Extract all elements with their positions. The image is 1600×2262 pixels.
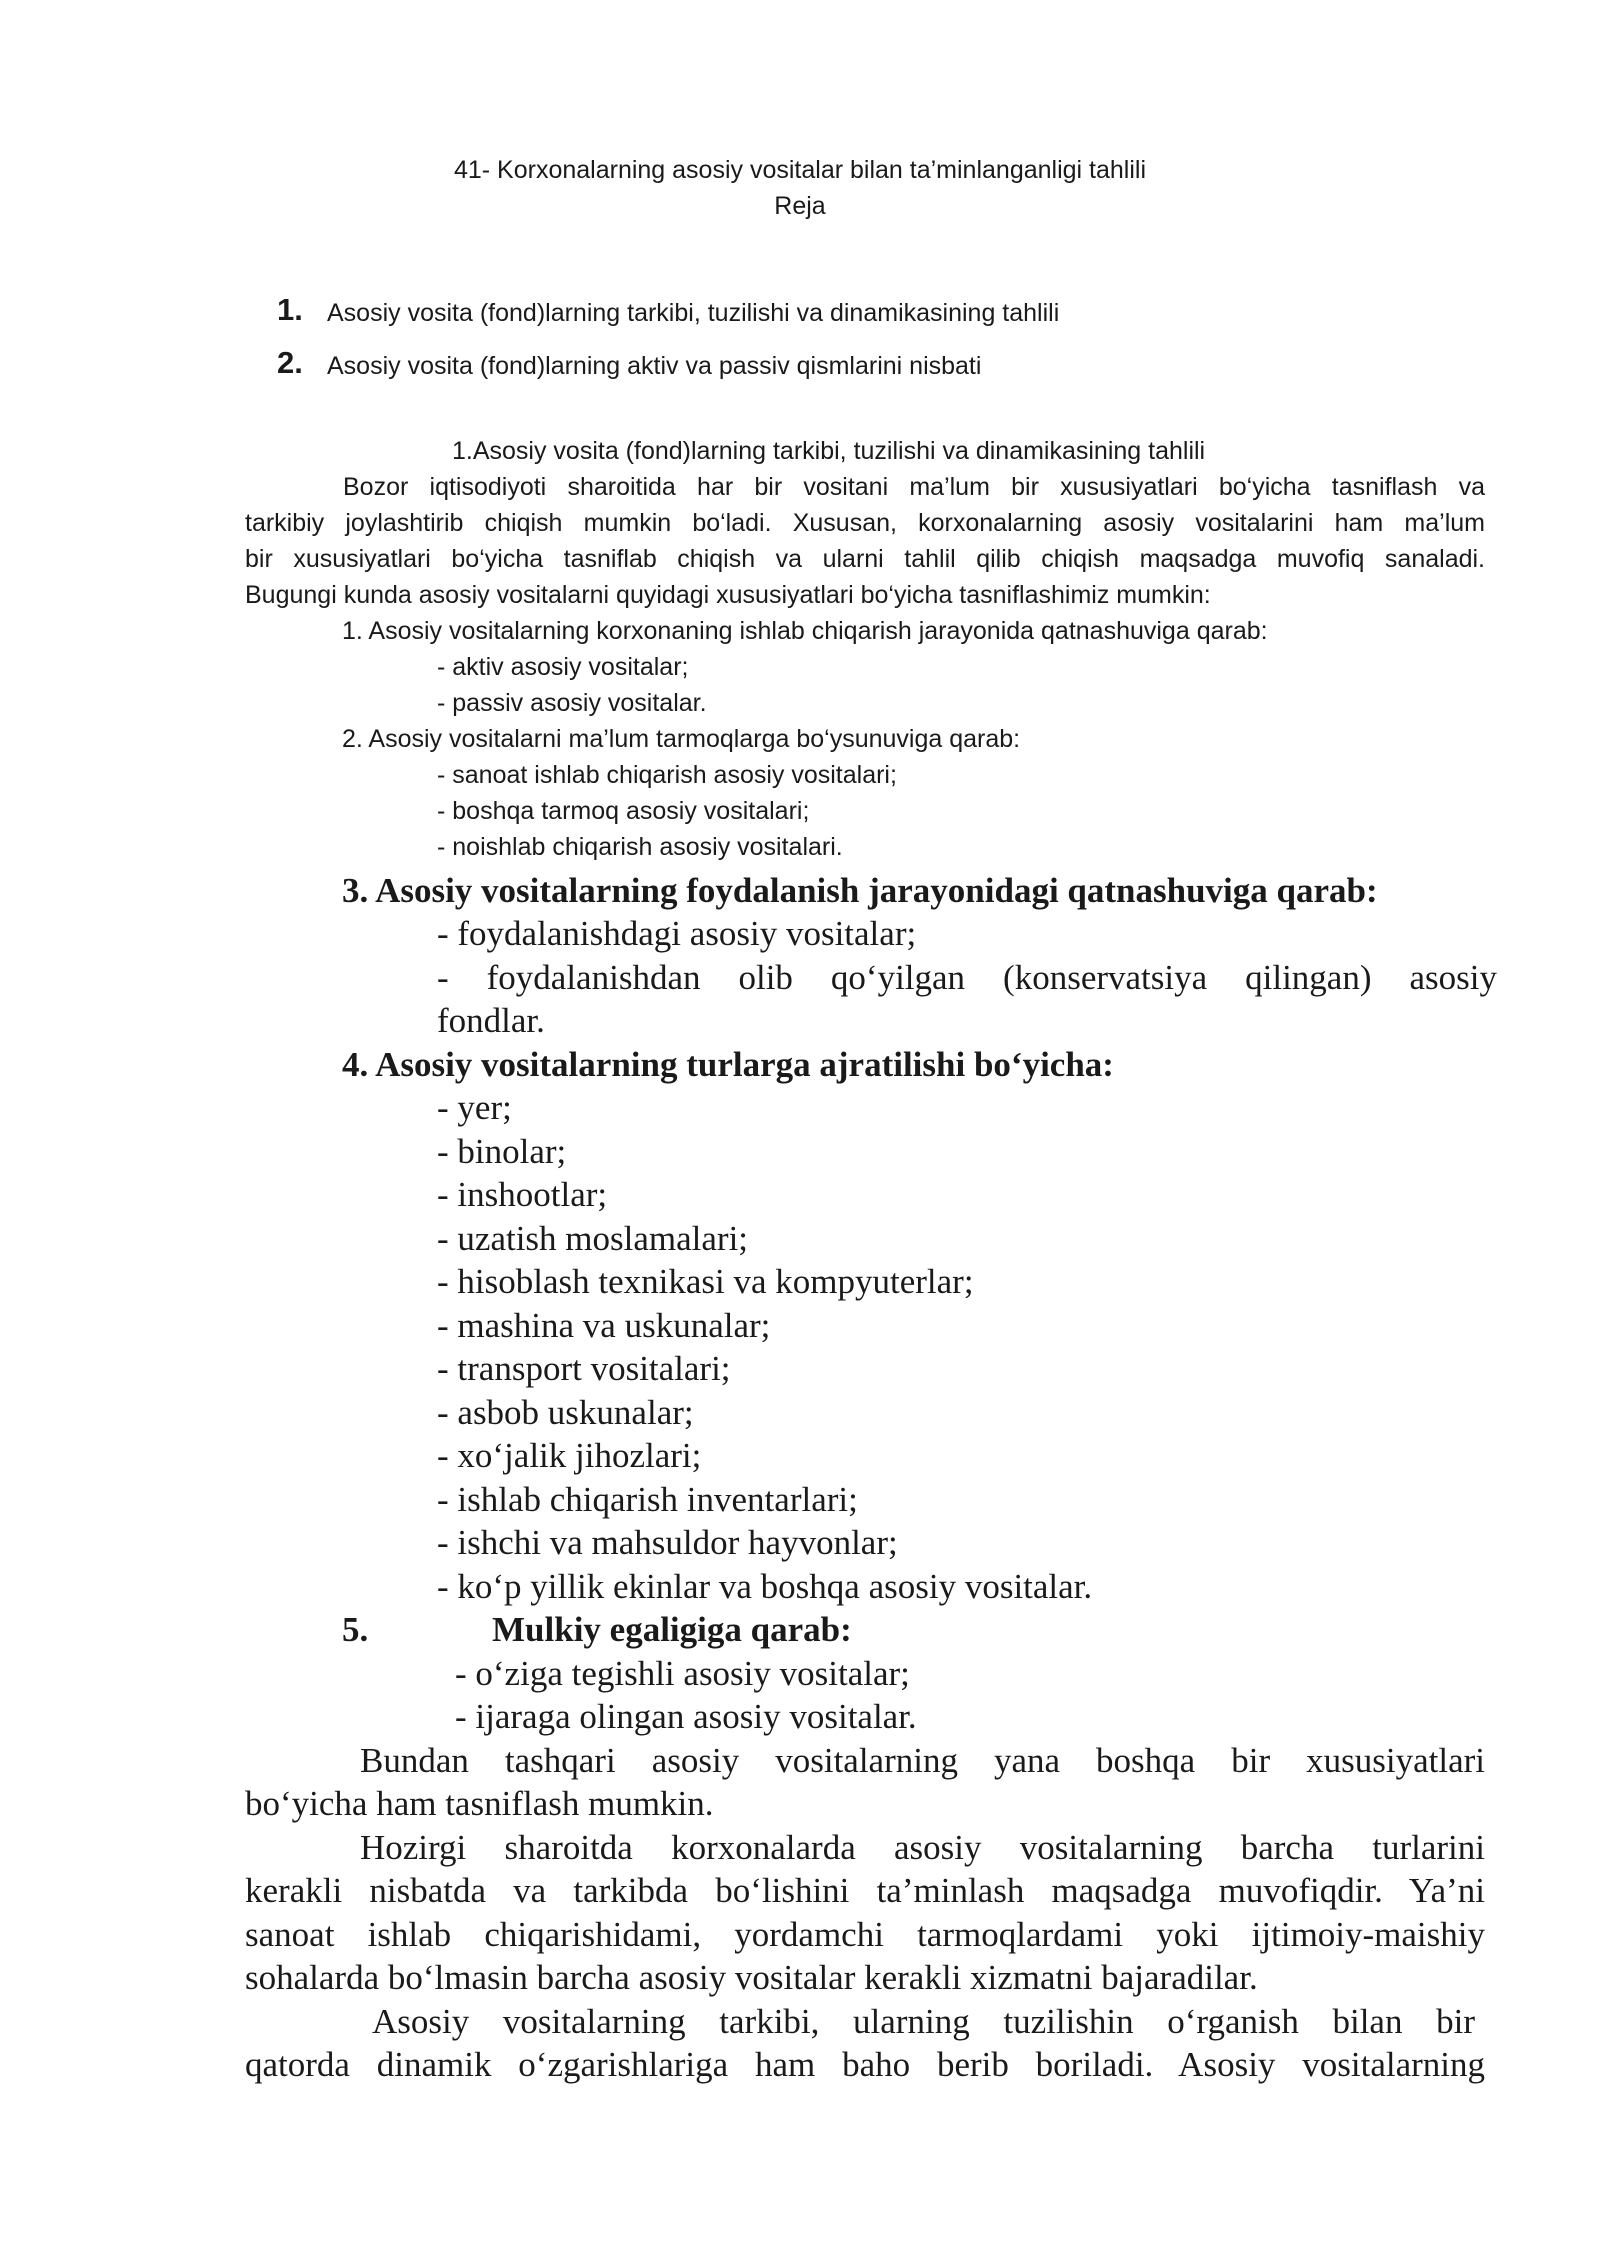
category-title: 4. Asosiy vositalarning turlarga ajratilishi bo‘yicha: — [342, 1045, 1114, 1084]
category-item: - inshootlar; — [437, 1175, 608, 1214]
category-item: - ko‘p yillik ekinlar va boshqa asosiy vositalar. — [437, 1567, 1093, 1606]
paragraph-line: Bundan tashqari asosiy vositalarning yana boshqa bir xususiyatlari — [360, 1741, 1485, 1780]
paragraph-line: Bugungi kunda asosiy vositalarni quyidagi xususiyatlari bo‘yicha tasniflashimiz mumkin: — [245, 581, 1211, 609]
category-item: - aktiv asosiy vositalar; — [437, 653, 689, 681]
category-title: Mulkiy egaligiga qarab: — [492, 1610, 852, 1649]
plan-heading: Reja — [774, 192, 826, 220]
category-item: - foydalanishdan olib qo‘yilgan (konservatsiya qilingan) asosiy — [437, 958, 1497, 997]
plan-item-text: Asosiy vosita (fond)larning aktiv va passiv qismlarini nisbati — [327, 352, 982, 380]
category-item: - transport vositalari; — [437, 1349, 731, 1388]
plan-item-text: Asosiy vosita (fond)larning tarkibi, tuzilishi va dinamikasining tahlili — [327, 299, 1060, 327]
category-item: fondlar. — [437, 1001, 545, 1040]
paragraph-line: Bozor iqtisodiyoti sharoitida har bir vositani ma’lum bir xususiyatlari bo‘yicha tasniflash va — [343, 473, 1485, 501]
category-item: - boshqa tarmoq asosiy vositalari; — [437, 797, 810, 825]
category-item: - xo‘jalik jihozlari; — [437, 1436, 702, 1475]
plan-item-number: 1. — [277, 292, 303, 327]
category-item: - mashina va uskunalar; — [437, 1306, 771, 1345]
paragraph-line: Hozirgi sharoitda korxonalarda asosiy vositalarning barcha turlarini — [360, 1828, 1485, 1867]
category-item: - foydalanishdagi asosiy vositalar; — [437, 914, 917, 953]
category-title: 3. Asosiy vositalarning foydalanish jarayonidagi qatnashuviga qarab: — [342, 871, 1378, 910]
category-item: - binolar; — [437, 1132, 567, 1171]
category-item: - asbob uskunalar; — [437, 1393, 694, 1432]
paragraph-line: sohalarda bo‘lmasin barcha asosiy vositalar kerakli xizmatni bajaradilar. — [245, 1958, 1258, 1997]
paragraph-line: bo‘yicha ham tasniflash mumkin. — [245, 1784, 714, 1823]
category-item: - yer; — [437, 1088, 512, 1127]
paragraph-line: tarkibiy joylashtirib chiqish mumkin bo‘ladi. Xususan, korxonalarning asosiy vositalarini ham ma’lum — [245, 509, 1485, 537]
category-item: - noishlab chiqarish asosiy vositalari. — [437, 833, 843, 861]
category-item: - o‘ziga tegishli asosiy vositalar; — [455, 1654, 910, 1693]
category-item: - hisoblash texnikasi va kompyuterlar; — [437, 1262, 974, 1301]
plan-item-number: 2. — [277, 345, 303, 380]
paragraph-line: qatorda dinamik o‘zgarishlariga ham baho berib boriladi. Asosiy vositalarning — [245, 2045, 1485, 2084]
category-item: - uzatish moslamalari; — [437, 1219, 749, 1258]
category-item: - passiv asosiy vositalar. — [437, 689, 707, 717]
paragraph-line: sanoat ishlab chiqarishidami, yordamchi tarmoqlardami yoki ijtimoiy-maishiy — [245, 1915, 1485, 1954]
category-item: - ishlab chiqarish inventarlari; — [437, 1480, 858, 1519]
paragraph-line: kerakli nisbatda va tarkibda bo‘lishini ta’minlash maqsadga muvofiqdir. Ya’ni — [245, 1871, 1485, 1910]
category-title: 2. Asosiy vositalarni ma’lum tarmoqlarga bo‘ysunuviga qarab: — [342, 725, 1021, 753]
category-number: 5. — [342, 1610, 369, 1649]
category-item: - ijaraga olingan asosiy vositalar. — [455, 1697, 917, 1736]
paragraph-line: Asosiy vositalarning tarkibi, ularning tuzilishin o‘rganish bilan bir — [372, 2002, 1475, 2041]
section-heading: 1.Asosiy vosita (fond)larning tarkibi, tuzilishi va dinamikasining tahlili — [452, 437, 1206, 465]
category-item: - sanoat ishlab chiqarish asosiy vositalari; — [437, 761, 897, 789]
paragraph-line: bir xususiyatlari bo‘yicha tasniflab chiqish va ularni tahlil qilib chiqish maqsadga muvofiq sanaladi. — [245, 545, 1485, 573]
document-title: 41- Korxonalarning asosiy vositalar bilan ta’minlanganligi tahlili — [453, 156, 1147, 184]
category-title: 1. Asosiy vositalarning korxonaning ishlab chiqarish jarayonida qatnashuviga qarab: — [342, 617, 1268, 645]
category-item: - ishchi va mahsuldor hayvonlar; — [437, 1523, 898, 1562]
